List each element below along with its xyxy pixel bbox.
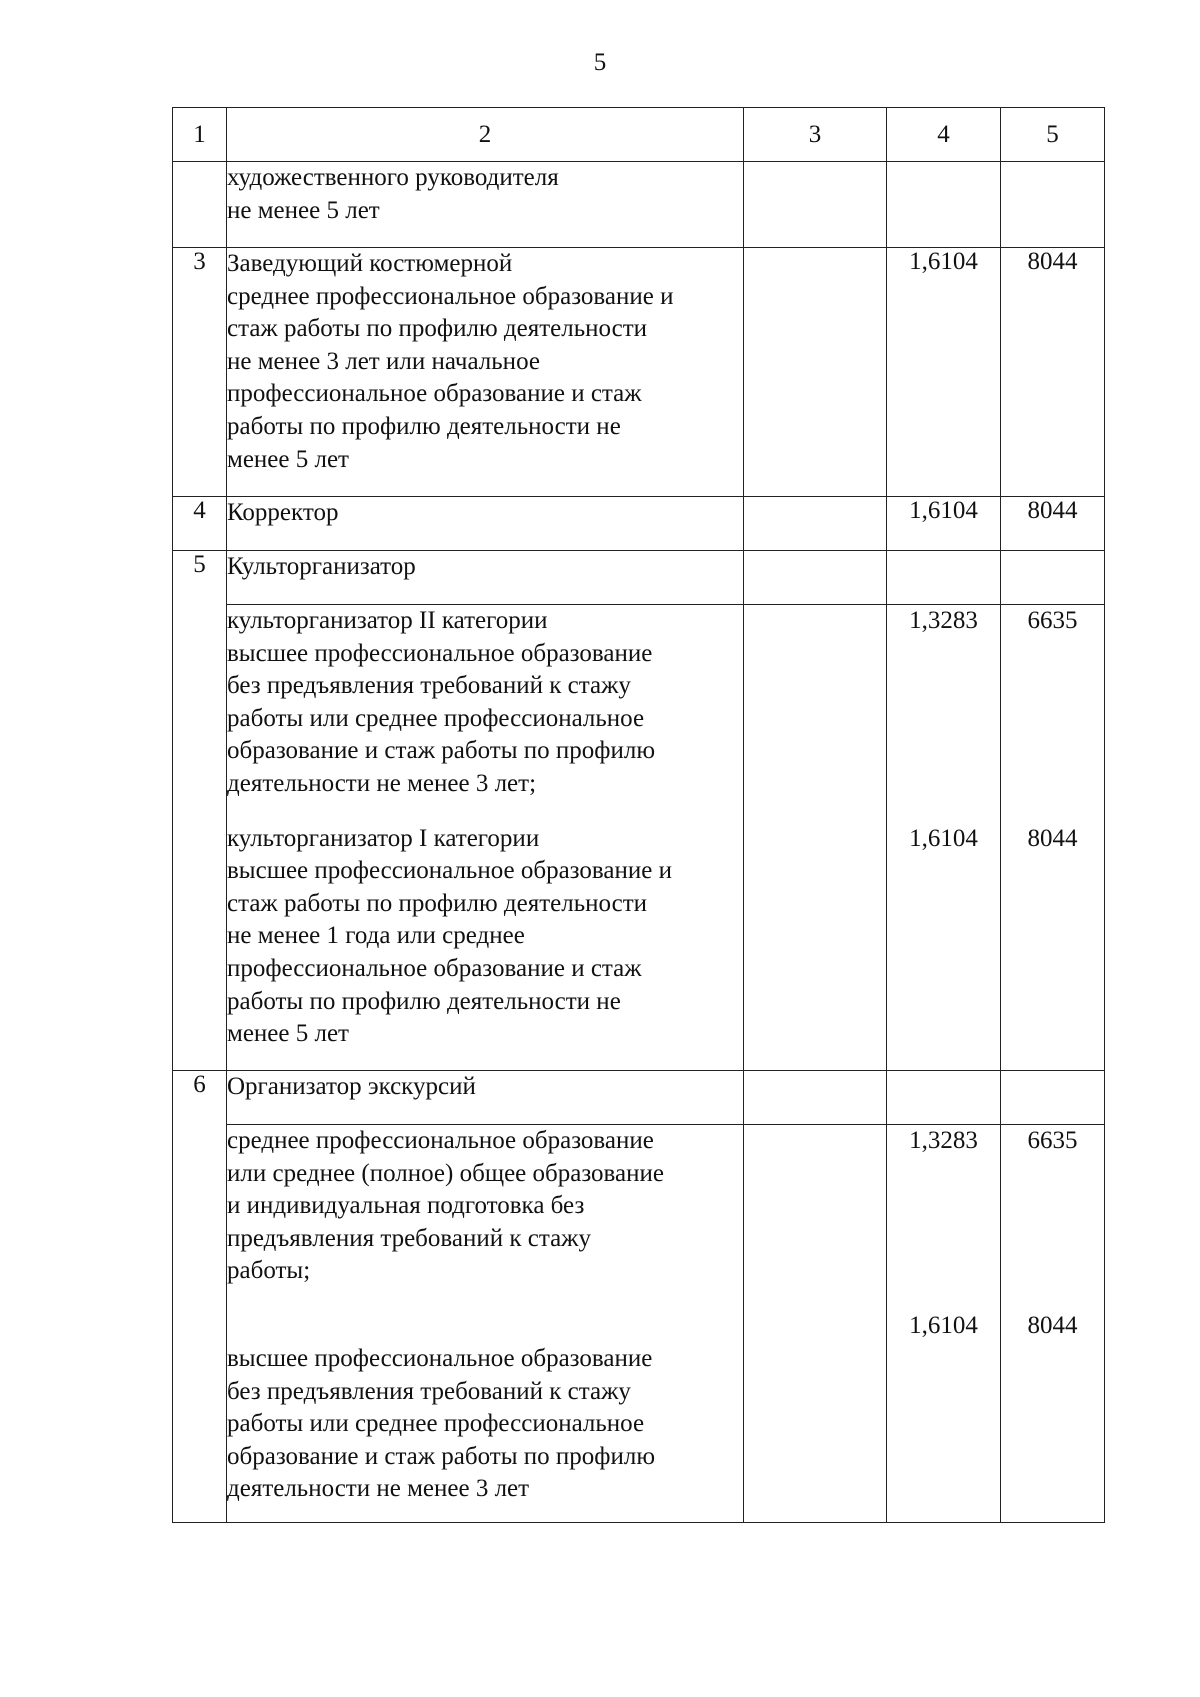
category-1-block: культорганизатор I категории высшее профессиональное образование и стаж работы по профилю деятельности не менее 1 года или среднее профессиональное образование и стаж работы по профилю деятельности не менее 5 лет: [227, 824, 672, 1048]
salary-value: 6635 8044: [1001, 1125, 1105, 1523]
header-col-4: 4: [887, 108, 1001, 162]
col-3-value: [744, 497, 887, 551]
table-row: [173, 551, 1105, 605]
header-col-1: 1: [173, 108, 227, 162]
requirement-block-1: среднее профессиональное образование или среднее (полное) общее образование и индивидуальная подготовка без предъявления требований к стажу работы;: [227, 1127, 664, 1285]
header-col-2: 2: [227, 108, 744, 162]
col-3-value: [744, 1125, 887, 1523]
coefficient-value: [887, 162, 1001, 248]
col-3-value: [744, 162, 887, 248]
salary-value: 8044: [1001, 497, 1105, 551]
row-number: [173, 162, 227, 248]
col-3-value: [744, 551, 887, 605]
salary-table: [172, 107, 1105, 1523]
col-3-value: [744, 1071, 887, 1125]
coefficient-value: 1,3283 1,6104: [887, 1125, 1001, 1523]
table-row: [173, 497, 1105, 551]
header-row: [173, 108, 1105, 162]
position-description: Корректор: [227, 497, 744, 551]
position-description: Организатор экскурсий: [227, 1071, 744, 1125]
table-row: [173, 605, 1105, 1071]
position-description: художественного руководителя не менее 5 лет: [227, 162, 744, 248]
table-row: [173, 162, 1105, 248]
salary-value: [1001, 162, 1105, 248]
coefficient-value: 1,3283 1,6104: [887, 605, 1001, 1071]
row-number: 6: [173, 1071, 227, 1523]
row-number: 4: [173, 497, 227, 551]
table-row: [173, 1071, 1105, 1125]
coefficient-value: [887, 551, 1001, 605]
position-description: [227, 1125, 744, 1523]
coefficient-value: 1,6104: [887, 248, 1001, 497]
table-row: [173, 248, 1105, 497]
position-description: Культорганизатор: [227, 551, 744, 605]
row-number: 3: [173, 248, 227, 497]
col-3-value: [744, 248, 887, 497]
category-2-block: культорганизатор II категории высшее профессиональное образование без предъявления требований к стажу работы или среднее профессиональное образование и стаж работы по профилю деятельности не менее 3 лет;: [227, 607, 655, 797]
salary-value: [1001, 551, 1105, 605]
salary-value: [1001, 1071, 1105, 1125]
header-col-5: 5: [1001, 108, 1105, 162]
table-row: [173, 1125, 1105, 1523]
header-col-3: 3: [744, 108, 887, 162]
position-description: Заведующий костюмерной среднее профессиональное образование и стаж работы по профилю деятельности не менее 3 лет или начальное профессиональное образование и стаж работы по профилю деятельности не менее 5 лет: [227, 248, 744, 497]
page-number: 5: [593, 49, 607, 76]
requirement-block-2: высшее профессиональное образование без предъявления требований к стажу работы или среднее профессиональное образование и стаж работы по профилю деятельности не менее 3 лет: [227, 1344, 655, 1503]
col-3-value: [744, 605, 887, 1071]
salary-value: 8044: [1001, 248, 1105, 497]
row-number: 5: [173, 551, 227, 1071]
position-description: [227, 605, 744, 1071]
coefficient-value: 1,6104: [887, 497, 1001, 551]
salary-value: 6635 8044: [1001, 605, 1105, 1071]
coefficient-value: [887, 1071, 1001, 1125]
